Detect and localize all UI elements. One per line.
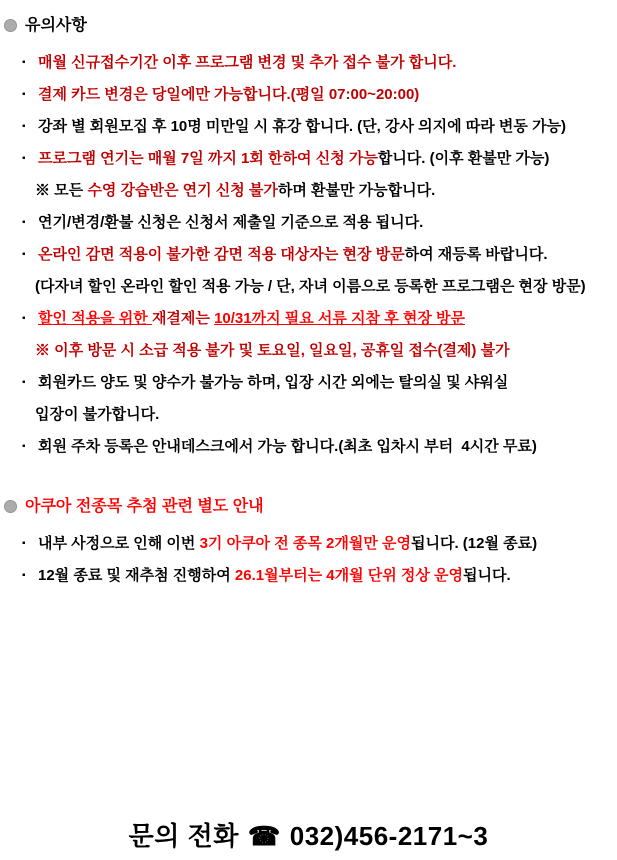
- section-bullet-icon: [4, 500, 17, 513]
- notice-text: [35, 399, 159, 431]
- text-segment: 회원카드 양도 및 양수가 불가능 하며, 입장 시간 외에는 탈의실 및 샤워실: [38, 374, 509, 391]
- text-segment: 됩니다. (12월 종료): [410, 535, 538, 552]
- notice-line: [4, 528, 617, 560]
- text-segment: 연기/변경/환불 신청은 신청서 제출일 기준으로 적용 됩니다.: [38, 214, 424, 231]
- list-bullet-icon: ▪: [22, 570, 26, 581]
- notice-text: [35, 335, 510, 367]
- notice-line: [4, 431, 617, 463]
- text-segment: 회원 주차 등록은 안내데스크에서 가능 합니다.(최초 입차시 부터 4시간 무료): [38, 438, 537, 455]
- list-bullet-icon: ▪: [22, 57, 26, 68]
- text-segment: ※ 모든: [35, 182, 88, 199]
- notice-line: [4, 111, 617, 143]
- section-title: 아쿠아 전종목 추첨 관련 별도 안내: [25, 498, 264, 515]
- contact-label: 문의 전화: [128, 821, 239, 851]
- notice-line: [4, 47, 617, 79]
- contact-phone-line: [0, 816, 617, 853]
- notice-line: [4, 335, 617, 367]
- text-segment: 재결제는: [151, 310, 215, 327]
- notice-line: [4, 175, 617, 207]
- notice-line: [4, 367, 617, 399]
- section-aqua-lottery: [4, 490, 617, 592]
- list-bullet-icon: ▪: [22, 217, 26, 228]
- notice-line: [4, 207, 617, 239]
- text-segment: (다자녀 할인 온라인 할인 적용 가능 / 단, 자녀 이름으로 등록한 프로그램은 현장 방문): [35, 278, 586, 295]
- section-heading: [4, 490, 617, 523]
- notice-text: [38, 143, 549, 175]
- notice-text: [38, 560, 511, 592]
- notice-text: [38, 111, 566, 143]
- list-bullet-icon: ▪: [22, 249, 26, 260]
- text-segment: 강좌 별 회원모집 후 10명 미만일 시 휴강 합니다. (단, 강사 의지에 따라 변동 가능): [38, 118, 567, 135]
- notice-line: [4, 399, 617, 431]
- text-segment: 매월 신규접수기간 이후 프로그램 변경 및 추가 접수 불가 합니다.: [38, 54, 457, 71]
- list-bullet-icon: ▪: [22, 89, 26, 100]
- phone-icon: ☎: [247, 821, 281, 851]
- text-segment: ※ 이후 방문 시 소급 적용 불가 및 토요일, 일요일, 공휴일 접수(결제) 불가: [35, 342, 510, 359]
- text-segment: 내부 사정으로 인해 이번: [38, 535, 200, 552]
- notice-line: [4, 271, 617, 303]
- list-bullet-icon: ▪: [22, 121, 26, 132]
- phone-number: 032)456-2171~3: [289, 821, 489, 851]
- notice-line: [4, 303, 617, 335]
- text-segment: 프로그램 연기는 매월 7일 까지 1회 한하여 신청 가능: [38, 150, 378, 167]
- text-segment: 결제 카드 변경은 당일에만 가능합니다.(평일 07:00~20:00): [38, 86, 420, 103]
- notice-text: [38, 239, 548, 271]
- text-segment: 하여 재등록 바랍니다.: [404, 246, 548, 263]
- list-bullet-icon: ▪: [22, 153, 26, 164]
- list-bullet-icon: ▪: [22, 441, 26, 452]
- text-segment: 26.1월부터는 4개월 단위 정상 운영: [234, 567, 464, 584]
- notice-list: [4, 47, 617, 463]
- list-bullet-icon: ▪: [22, 538, 26, 549]
- notice-text: [38, 79, 419, 111]
- section-heading: [4, 9, 617, 42]
- list-bullet-icon: ▪: [22, 377, 26, 388]
- text-segment: 입장이 불가합니다.: [35, 406, 160, 423]
- notice-text: [35, 271, 586, 303]
- text-segment: 수영 강습반은 연기 신청 불가: [87, 182, 278, 199]
- text-segment: 온라인 감면 적용이 불가한 감면 적용 대상자는 현장 방문: [38, 246, 405, 263]
- text-segment: 12월 종료 및 재추첨 진행하여: [38, 567, 235, 584]
- list-bullet-icon: ▪: [22, 313, 26, 324]
- notice-text: [38, 367, 508, 399]
- text-segment: 합니다. (이후 환불만 가능): [377, 150, 550, 167]
- notice-text: [35, 175, 435, 207]
- text-segment: 됩니다.: [463, 567, 511, 584]
- text-segment: 10/31까지 필요 서류 지참 후 현장 방문: [214, 310, 465, 327]
- section-title: 유의사항: [25, 17, 87, 34]
- notice-text: [38, 528, 537, 560]
- notice-line: [4, 143, 617, 175]
- notice-line: [4, 79, 617, 111]
- notice-list: [4, 528, 617, 592]
- section-notices: [4, 9, 617, 463]
- notice-line: [4, 239, 617, 271]
- section-bullet-icon: [4, 19, 17, 32]
- text-segment: 할인 적용을 위한: [38, 310, 152, 327]
- notice-text: [38, 303, 465, 335]
- notice-text: [38, 47, 456, 79]
- text-segment: 하며 환불만 가능합니다.: [277, 182, 436, 199]
- text-segment: 3기 아쿠아 전 종목 2개월만 운영: [199, 535, 411, 552]
- notice-text: [38, 207, 423, 239]
- notice-text: [38, 431, 537, 463]
- notice-line: [4, 560, 617, 592]
